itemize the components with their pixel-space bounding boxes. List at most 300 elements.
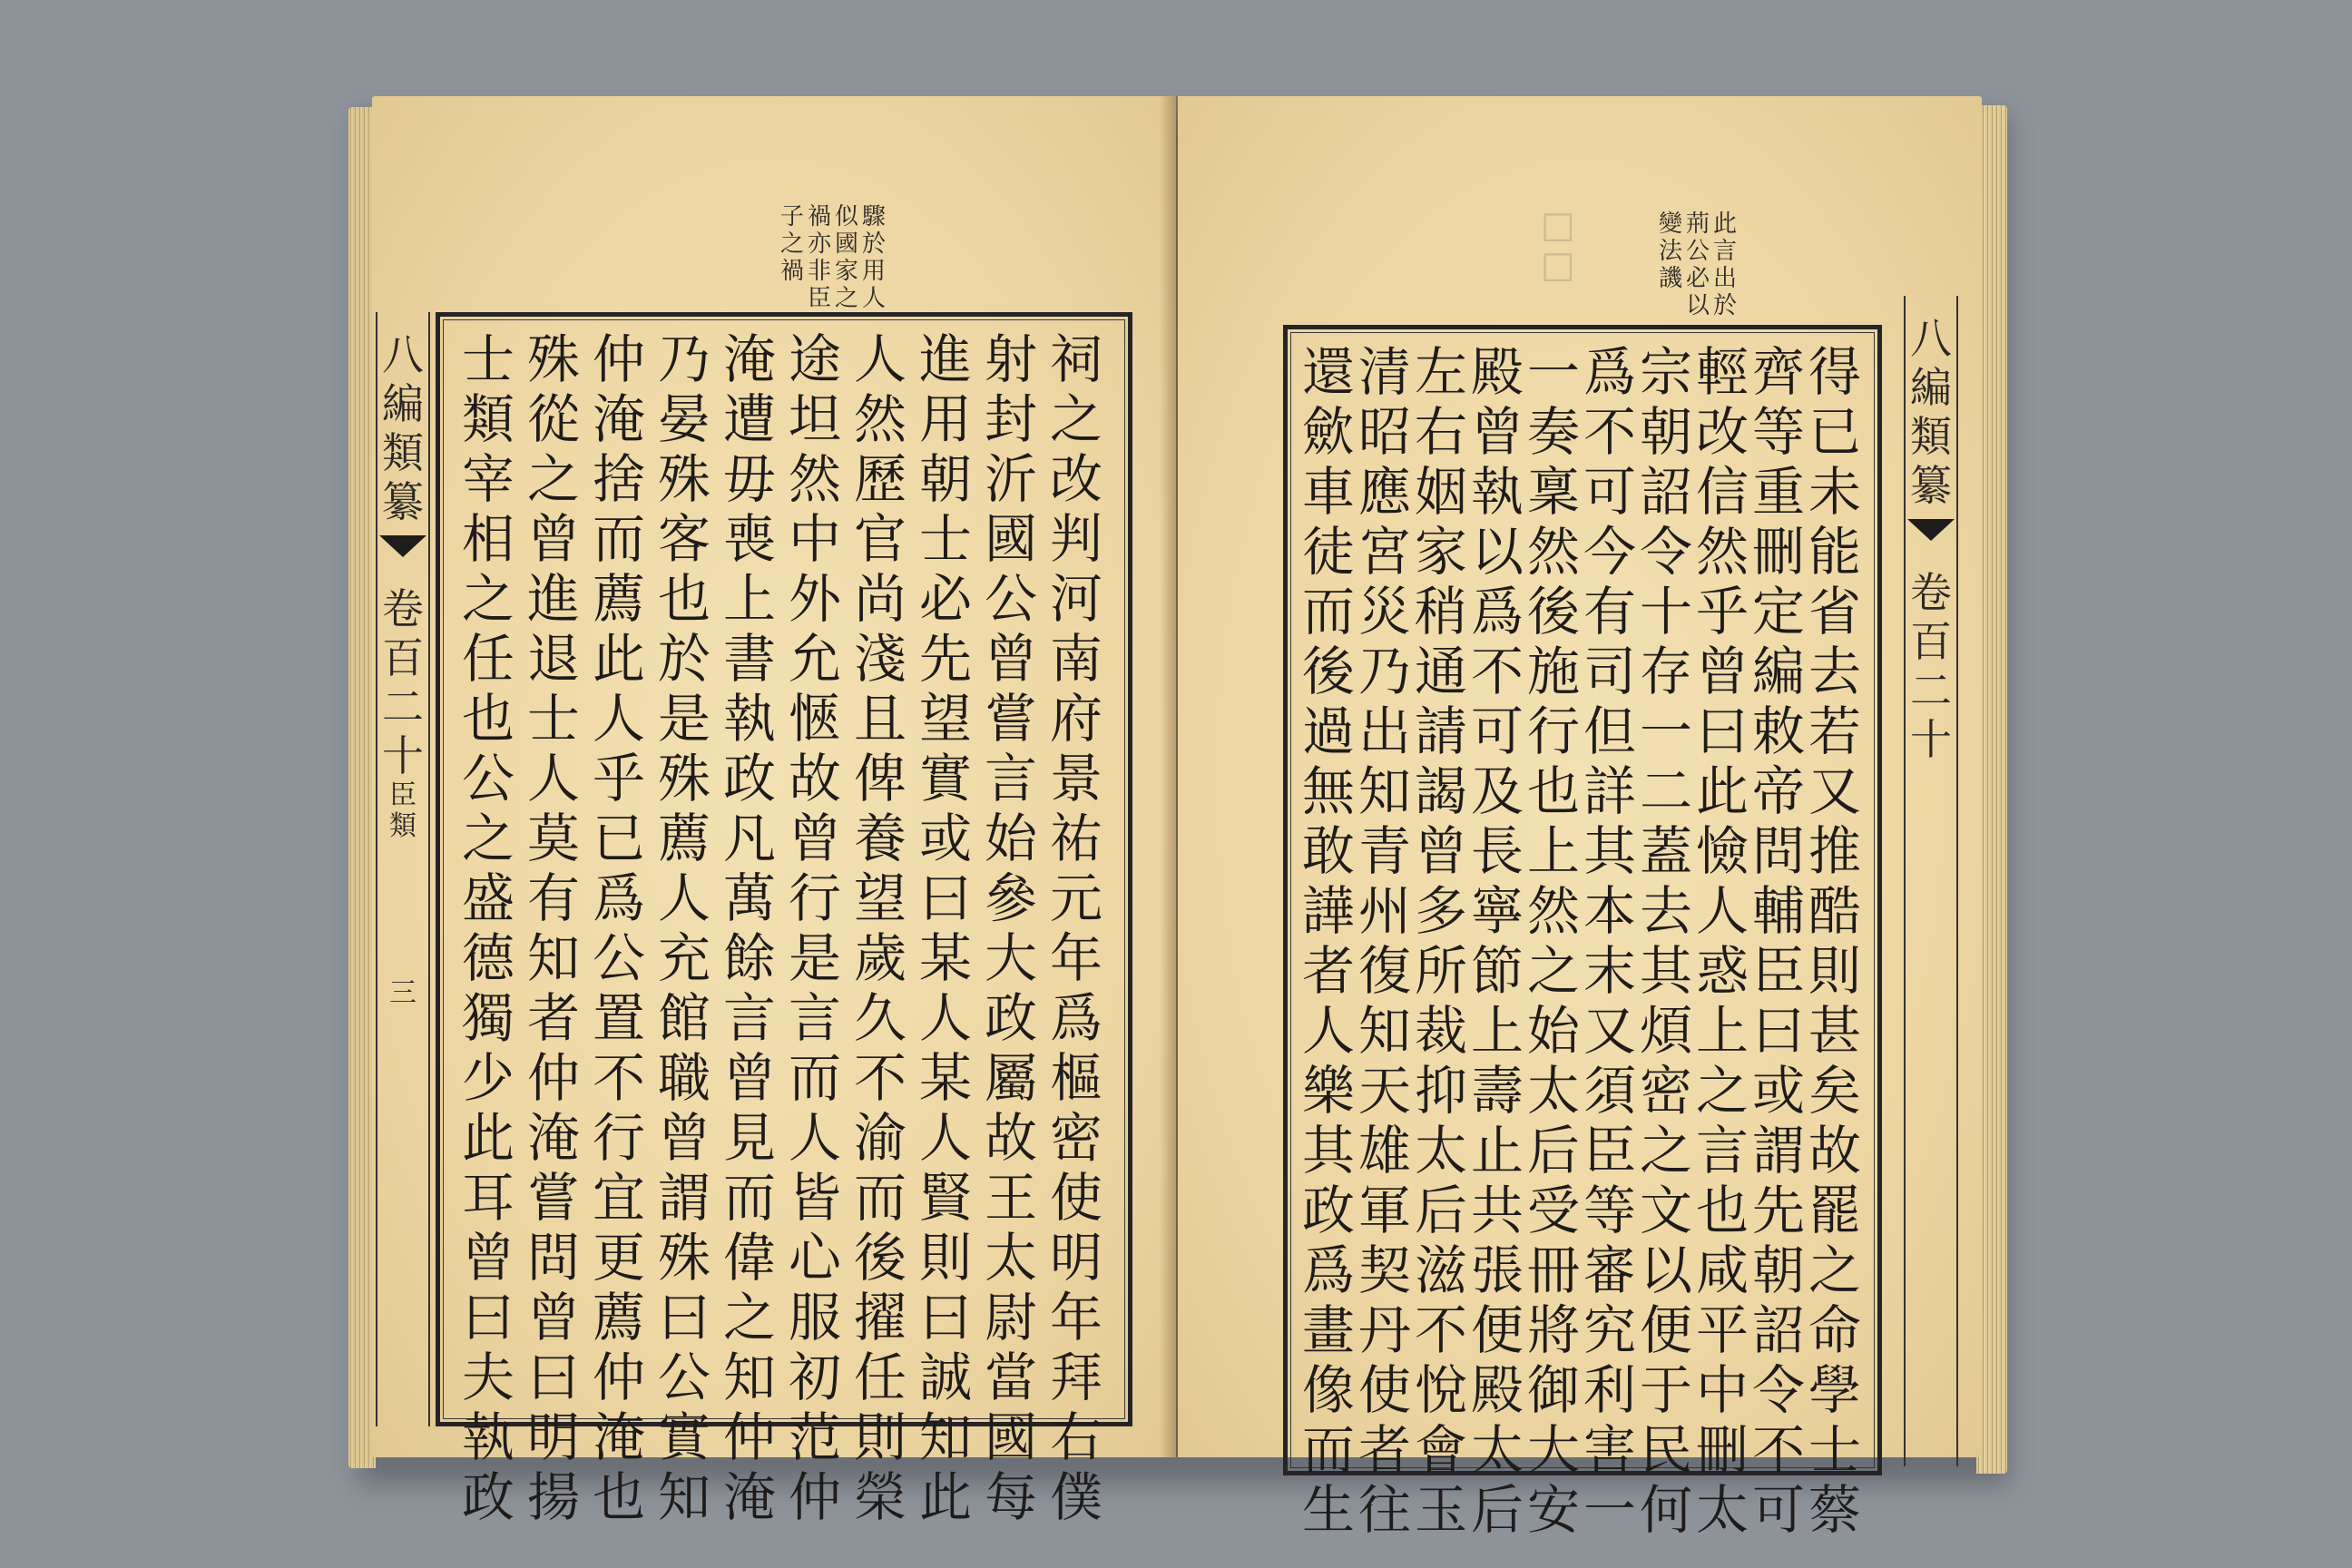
glyph: 敕 (1752, 701, 1806, 762)
glyph: 無 (1302, 760, 1356, 822)
glyph: 謂 (1752, 1120, 1806, 1181)
glyph: 充 (658, 927, 711, 989)
glyph: 纂 (1910, 461, 1952, 510)
glyph: 以 (1640, 1240, 1693, 1301)
glyph: 共 (1471, 1180, 1524, 1241)
glyph: 不 (1752, 1419, 1806, 1481)
glyph: 乎 (1696, 581, 1749, 642)
text-column (1808, 342, 1861, 1540)
glyph: 凡 (723, 808, 777, 869)
glyph: 出 (1713, 265, 1738, 292)
glyph: 裁 (1415, 1000, 1468, 1062)
glyph: 曾 (789, 808, 842, 869)
glyph: 審 (1583, 1240, 1637, 1301)
glyph: 書 (723, 628, 777, 690)
glyph: 某 (919, 927, 973, 989)
glyph: 或 (1752, 1060, 1806, 1122)
glyph: 淹 (593, 1406, 646, 1468)
glyph: 淹 (593, 388, 646, 450)
glyph: 也 (1696, 1180, 1749, 1241)
glyph: 有 (527, 867, 581, 929)
glyph: 譁 (1302, 880, 1356, 942)
glyph: 望 (854, 867, 907, 929)
glyph: 而 (593, 508, 646, 570)
glyph: 故 (1808, 1120, 1862, 1181)
text-column (1583, 342, 1636, 1540)
glyph: 又 (1583, 1000, 1637, 1062)
glyph: 偉 (723, 1227, 777, 1289)
glyph: 編 (382, 379, 424, 428)
glyph: 渝 (854, 1107, 907, 1169)
glyph: 人 (1302, 1000, 1356, 1062)
glyph: 十 (382, 731, 424, 780)
glyph: 抑 (1415, 1060, 1468, 1122)
glyph: 之 (1050, 388, 1103, 450)
right-margin-note (1659, 211, 1737, 319)
glyph: 封 (985, 388, 1038, 450)
glyph: 此 (462, 1107, 515, 1169)
glyph: 后 (1415, 1180, 1468, 1241)
glyph: 使 (1358, 1359, 1412, 1421)
glyph: 車 (1302, 461, 1356, 523)
glyph: 然 (789, 448, 842, 510)
glyph: 宮 (1358, 521, 1412, 583)
glyph: 安 (1527, 1479, 1581, 1541)
glyph: 而 (723, 1167, 777, 1229)
glyph: 實 (658, 1406, 711, 1468)
glyph: 清 (1358, 341, 1412, 403)
glyph: 曾 (1696, 641, 1749, 702)
glyph: 言 (1696, 1120, 1749, 1181)
glyph: 令 (1640, 521, 1693, 583)
glyph: 揚 (527, 1466, 581, 1528)
text-column (854, 329, 906, 1527)
glyph: 大 (985, 927, 1038, 989)
glyph: 卷 (382, 584, 424, 633)
text-column (1415, 342, 1467, 1540)
glyph: 人 (527, 748, 581, 809)
glyph: 政 (985, 987, 1038, 1049)
glyph: 知 (658, 1466, 711, 1528)
glyph: 愜 (789, 688, 842, 750)
glyph: 類 (462, 388, 515, 450)
glyph: 年 (1050, 1287, 1103, 1348)
glyph: 之 (462, 568, 515, 630)
glyph: 大 (1527, 1419, 1581, 1481)
glyph: 使 (1050, 1167, 1103, 1229)
glyph: 等 (1752, 401, 1806, 463)
glyph: 文 (1640, 1180, 1693, 1241)
text-column (1752, 342, 1805, 1540)
glyph: 曾 (658, 1107, 711, 1169)
glyph: 獨 (462, 987, 515, 1049)
glyph: 但 (1583, 701, 1637, 762)
glyph: 言 (723, 987, 777, 1049)
right-fold-center (1904, 296, 1958, 1466)
glyph: 詔 (1640, 461, 1693, 523)
glyph: 人 (919, 987, 973, 1049)
glyph: 會 (1415, 1419, 1468, 1481)
glyph: 則 (919, 1227, 973, 1289)
glyph: 爲 (1471, 581, 1524, 642)
glyph: 遭 (723, 388, 777, 450)
glyph: 爲 (593, 867, 646, 929)
glyph: 允 (789, 628, 842, 690)
glyph: 壽 (1471, 1060, 1524, 1122)
glyph: 士 (462, 328, 515, 390)
glyph: 司 (1583, 641, 1637, 702)
glyph: 纂 (382, 477, 424, 526)
glyph: 可 (1471, 701, 1524, 762)
glyph: 便 (1471, 1299, 1524, 1361)
text-column (1358, 342, 1411, 1540)
glyph: 之 (462, 808, 515, 869)
glyph: 張 (1471, 1240, 1524, 1301)
glyph: 明 (1050, 1227, 1103, 1289)
glyph: 平 (1696, 1299, 1749, 1361)
glyph: 曰 (527, 1347, 581, 1408)
glyph: 言 (1713, 238, 1738, 265)
glyph: 仲 (593, 1347, 646, 1408)
glyph: 言 (789, 987, 842, 1049)
glyph: 去 (1640, 880, 1693, 942)
glyph: 八 (382, 330, 424, 379)
glyph: 已 (1808, 401, 1862, 463)
glyph: 毋 (723, 448, 777, 510)
glyph: 臣 (808, 285, 832, 312)
glyph: 曾 (985, 628, 1038, 690)
glyph: 十 (1910, 715, 1952, 764)
glyph: 應 (1358, 461, 1412, 523)
glyph: 於 (862, 230, 887, 258)
text-column (1302, 342, 1355, 1540)
glyph: 能 (1808, 521, 1862, 583)
glyph: 得 (1808, 341, 1862, 403)
glyph: 人 (789, 1107, 842, 1169)
glyph: 軍 (1358, 1180, 1412, 1241)
glyph: 言 (985, 748, 1038, 809)
glyph: 將 (1527, 1299, 1581, 1361)
glyph: 出 (1358, 701, 1412, 762)
text-column (1640, 342, 1692, 1540)
glyph: 不 (1471, 641, 1524, 702)
glyph: 誠 (919, 1347, 973, 1408)
glyph: 密 (1050, 1107, 1103, 1169)
text-column (919, 329, 972, 1527)
bleed-through-text: □ □ (1541, 204, 1575, 286)
glyph: 見 (723, 1107, 777, 1169)
text-column (1696, 342, 1749, 1540)
glyph: 稟 (1527, 461, 1581, 523)
glyph: 可 (1583, 461, 1637, 523)
glyph: 編 (1752, 641, 1806, 702)
glyph: 薦 (593, 1287, 646, 1348)
glyph: 萬 (723, 867, 777, 929)
glyph: 蓋 (1640, 820, 1693, 882)
glyph: 國 (835, 230, 859, 258)
glyph: 士 (919, 508, 973, 570)
glyph: 謁 (1415, 760, 1468, 822)
glyph: 之 (1527, 940, 1581, 1002)
glyph: 冊 (1527, 1240, 1581, 1301)
glyph: 編 (1910, 363, 1952, 412)
text-column (593, 329, 645, 1527)
glyph: 淹 (723, 1466, 777, 1528)
right-page (1178, 96, 1982, 1541)
left-margin-note (780, 203, 886, 312)
glyph: 明 (527, 1406, 581, 1468)
glyph: 殿 (1471, 1359, 1524, 1421)
glyph: 國 (985, 508, 1038, 570)
glyph: 喪 (723, 508, 777, 570)
glyph: 政 (462, 1466, 515, 1528)
glyph: 不 (1415, 1299, 1468, 1361)
glyph: 執 (462, 1406, 515, 1468)
glyph: 像 (1302, 1359, 1356, 1421)
glyph: 官 (854, 508, 907, 570)
glyph: 敢 (1302, 820, 1356, 882)
glyph: 之 (1696, 1060, 1749, 1122)
glyph: 上 (1527, 820, 1581, 882)
glyph: 拜 (1050, 1347, 1103, 1408)
glyph: 重 (1752, 461, 1806, 523)
glyph: 也 (658, 568, 711, 630)
glyph: 公 (1686, 238, 1710, 265)
glyph: 煩 (1640, 1000, 1693, 1062)
glyph: 類 (1910, 412, 1952, 461)
note-column (835, 203, 858, 312)
glyph: 仲 (527, 1047, 581, 1109)
glyph: 施 (1527, 641, 1581, 702)
glyph: 今 (1583, 521, 1637, 583)
glyph: 曰 (1696, 701, 1749, 762)
glyph: 右 (1050, 1406, 1103, 1468)
glyph: 憸 (1696, 820, 1749, 882)
glyph: 後 (854, 1227, 907, 1289)
glyph: 悅 (1415, 1359, 1468, 1421)
glyph: 畫 (1302, 1299, 1356, 1361)
glyph: 左 (1415, 341, 1468, 403)
left-text-frame (436, 312, 1132, 1528)
glyph: 也 (1527, 760, 1581, 822)
glyph: 知 (1358, 760, 1412, 822)
text-column (985, 329, 1037, 1527)
text-column (658, 329, 710, 1527)
glyph: 殊 (658, 748, 711, 809)
glyph: 天 (1358, 1060, 1412, 1122)
glyph: 某 (919, 1047, 973, 1109)
glyph: 初 (789, 1347, 842, 1408)
glyph: 此 (1713, 211, 1738, 238)
glyph: 卷 (1910, 568, 1952, 617)
glyph: 學 (1808, 1359, 1862, 1421)
glyph: 曾 (1471, 401, 1524, 463)
glyph: 任 (854, 1347, 907, 1408)
glyph: 國 (985, 1406, 1038, 1468)
glyph: 惑 (1696, 940, 1749, 1002)
glyph: 而 (1302, 1419, 1356, 1481)
note-column (1659, 211, 1682, 319)
glyph: 是 (658, 688, 711, 750)
glyph: 執 (723, 688, 777, 750)
glyph: 曾 (462, 1227, 515, 1289)
glyph: 河 (1050, 568, 1103, 630)
glyph: 淹 (723, 328, 777, 390)
glyph: 任 (462, 628, 515, 690)
glyph: 害 (1583, 1419, 1637, 1481)
glyph: 政 (1302, 1180, 1356, 1241)
glyph: 始 (985, 808, 1038, 869)
glyph: 及 (1471, 760, 1524, 822)
book-title (382, 330, 424, 526)
glyph: 屬 (985, 1047, 1038, 1109)
glyph: 中 (789, 508, 842, 570)
text-column (1471, 342, 1524, 1540)
text-column (723, 329, 776, 1527)
glyph: 之 (835, 285, 859, 312)
glyph: 祠 (1050, 328, 1103, 390)
glyph: 改 (1696, 401, 1749, 463)
glyph: 或 (919, 808, 973, 869)
text-column (1527, 342, 1580, 1540)
volume-label (382, 584, 424, 780)
glyph: 丹 (1358, 1299, 1412, 1361)
glyph: 公 (985, 568, 1038, 630)
glyph: 始 (1527, 1000, 1581, 1062)
glyph: 問 (527, 1227, 581, 1289)
glyph: 太 (1471, 1419, 1524, 1481)
glyph: 乎 (593, 748, 646, 809)
glyph: 不 (1583, 401, 1637, 463)
glyph: 歷 (854, 448, 907, 510)
glyph: 者 (527, 987, 581, 1049)
glyph: 法 (1659, 238, 1683, 265)
glyph: 則 (854, 1406, 907, 1468)
glyph: 酷 (1808, 880, 1862, 942)
glyph: 然 (1527, 880, 1581, 942)
open-book (345, 87, 2011, 1541)
glyph: 於 (658, 628, 711, 690)
glyph: 輕 (1696, 341, 1749, 403)
glyph: 雄 (1358, 1120, 1412, 1181)
glyph: 州 (1358, 880, 1412, 942)
volume-label (1910, 568, 1952, 764)
glyph: 其 (1583, 820, 1637, 882)
glyph: 更 (593, 1227, 646, 1289)
glyph: 詔 (1752, 1299, 1806, 1361)
glyph: 仲 (593, 328, 646, 390)
glyph: 曾 (527, 508, 581, 570)
glyph: 太 (1527, 1060, 1581, 1122)
glyph: 人 (593, 688, 646, 750)
glyph: 先 (919, 628, 973, 690)
glyph: 餘 (723, 927, 777, 989)
glyph: 詳 (1583, 760, 1637, 822)
glyph: 公 (593, 927, 646, 989)
glyph: 養 (854, 808, 907, 869)
glyph: 久 (854, 987, 907, 1049)
glyph: 祐 (1050, 808, 1103, 869)
glyph: 盛 (462, 867, 515, 929)
glyph: 人 (658, 867, 711, 929)
glyph: 八 (1910, 314, 1952, 363)
glyph: 此 (593, 628, 646, 690)
glyph: 令 (1752, 1359, 1806, 1421)
glyph: 耳 (462, 1167, 515, 1229)
glyph: 乃 (1358, 641, 1412, 702)
glyph: 德 (462, 927, 515, 989)
glyph: 政 (723, 748, 777, 809)
glyph: 曾 (723, 1047, 777, 1109)
note-column (862, 203, 886, 312)
glyph: 災 (1358, 581, 1412, 642)
glyph: 行 (1527, 701, 1581, 762)
glyph: 徒 (1302, 521, 1356, 583)
glyph: 未 (1808, 461, 1862, 523)
glyph: 刪 (1696, 1419, 1749, 1481)
glyph: 途 (789, 328, 842, 390)
glyph: 右 (1415, 401, 1468, 463)
glyph: 謂 (658, 1167, 711, 1229)
glyph: 十 (1640, 581, 1693, 642)
glyph: 又 (1808, 760, 1862, 822)
glyph: 類 (382, 428, 424, 477)
glyph: 請 (1415, 701, 1468, 762)
glyph: 曰 (658, 1287, 711, 1348)
glyph: 淹 (527, 1107, 581, 1169)
glyph: 矣 (1808, 1060, 1862, 1122)
glyph: 寧 (1471, 880, 1524, 942)
glyph: 職 (658, 1047, 711, 1109)
glyph: 驟 (862, 203, 887, 230)
glyph: 從 (527, 388, 581, 450)
glyph: 太 (1415, 1120, 1468, 1181)
note-column (1713, 211, 1737, 319)
glyph: 范 (789, 1406, 842, 1468)
book-title (1910, 314, 1952, 510)
glyph: 相 (462, 508, 515, 570)
glyph: 仲 (789, 1466, 842, 1528)
glyph: 一 (1583, 1479, 1637, 1541)
glyph: 館 (658, 987, 711, 1049)
glyph: 往 (1358, 1479, 1412, 1541)
glyph: 便 (1640, 1299, 1693, 1361)
glyph: 然 (854, 388, 907, 450)
glyph: 服 (789, 1287, 842, 1348)
glyph: 奏 (1527, 401, 1581, 463)
glyph: 三 (389, 977, 416, 1009)
glyph: 省 (1808, 581, 1862, 642)
glyph: 咸 (1696, 1240, 1749, 1301)
glyph: 嘗 (527, 1167, 581, 1229)
glyph: 曰 (462, 1287, 515, 1348)
glyph: 于 (1640, 1359, 1693, 1421)
glyph: 二 (1910, 666, 1952, 715)
glyph: 家 (835, 258, 859, 285)
glyph: 榮 (854, 1466, 907, 1528)
glyph: 上 (1471, 1000, 1524, 1062)
glyph: 此 (1696, 760, 1749, 822)
glyph: 之 (780, 230, 805, 258)
glyph: 上 (1696, 1000, 1749, 1062)
note-column (780, 203, 804, 312)
text-column (789, 329, 841, 1527)
glyph: 改 (1050, 448, 1103, 510)
glyph: 等 (1583, 1180, 1637, 1241)
glyph: 公 (658, 1347, 711, 1408)
glyph: 輔 (1752, 880, 1806, 942)
glyph: 中 (1696, 1359, 1749, 1421)
